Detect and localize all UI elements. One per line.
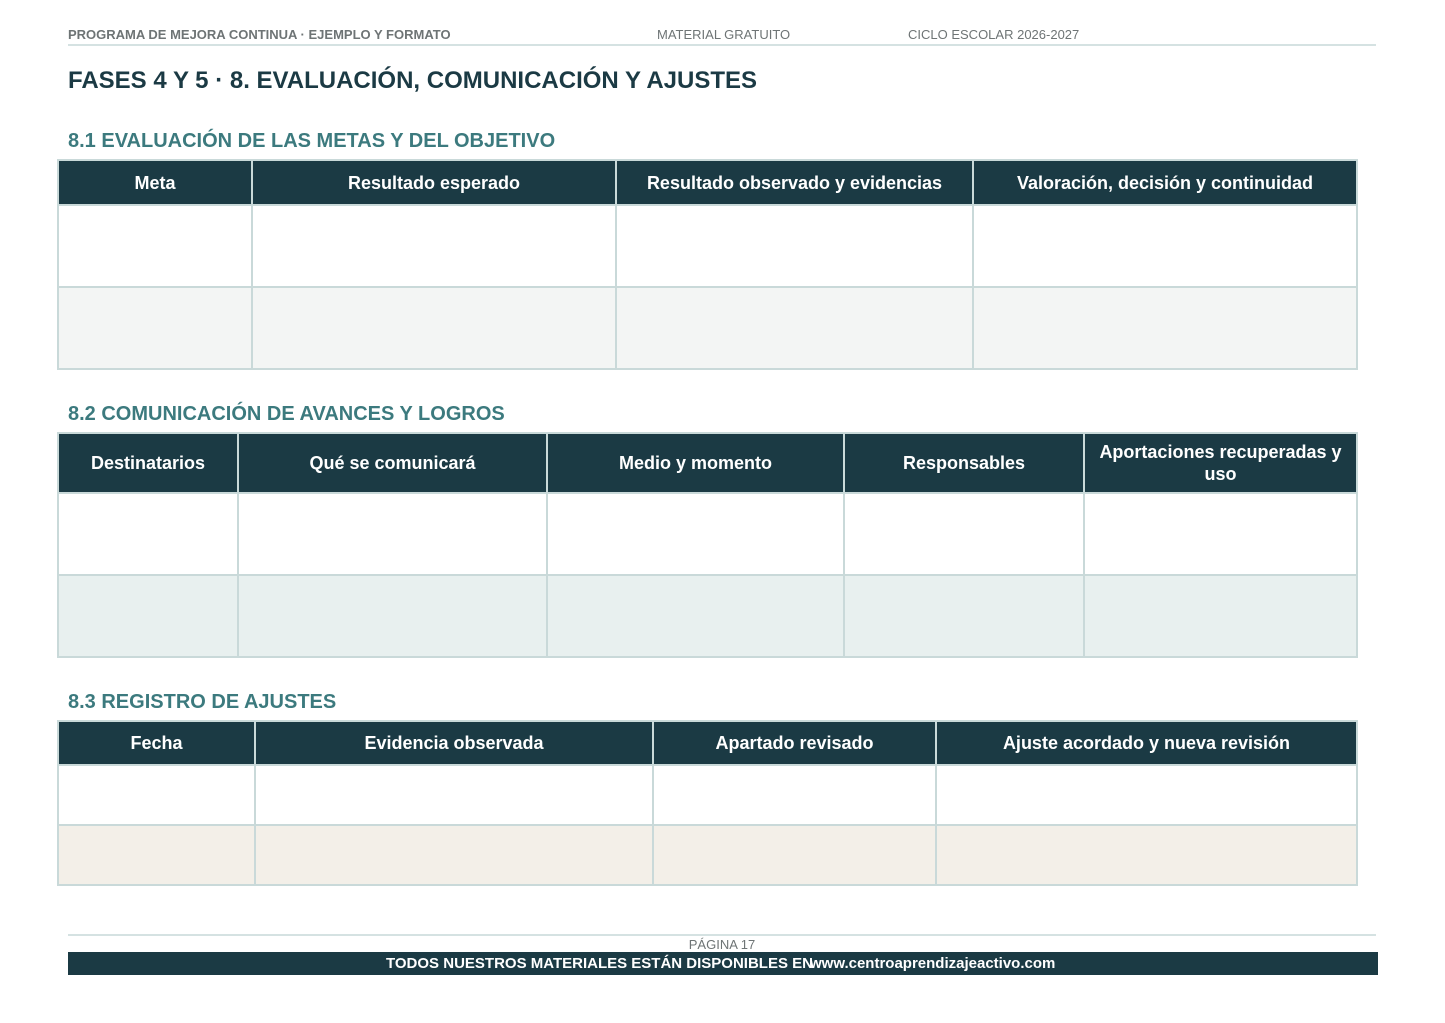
table-row (58, 825, 1357, 885)
table-header-row (58, 433, 1357, 493)
communication-table (57, 432, 1358, 658)
table-row (58, 493, 1357, 575)
table-cell[interactable] (616, 205, 973, 287)
column-header: Resultado esperado (252, 160, 616, 205)
table-cell[interactable] (936, 765, 1357, 825)
table-cell[interactable] (58, 493, 238, 575)
column-header: Fecha (58, 721, 255, 765)
table-cell[interactable] (547, 575, 844, 657)
table-cell[interactable] (936, 825, 1357, 885)
table-cell[interactable] (58, 575, 238, 657)
table-cell[interactable] (252, 287, 616, 369)
table-cell[interactable] (1084, 493, 1357, 575)
table-cell[interactable] (653, 765, 936, 825)
table-row (58, 205, 1357, 287)
table-cell[interactable] (58, 765, 255, 825)
table-header-row (58, 160, 1357, 205)
page-number: PÁGINA 17 (688, 937, 756, 952)
column-header: Responsables (844, 433, 1084, 493)
page-header (68, 27, 1376, 46)
column-header: Aportaciones recuperadas y uso (1084, 433, 1357, 493)
table-cell[interactable] (252, 205, 616, 287)
table-row (58, 765, 1357, 825)
column-header: Destinatarios (58, 433, 238, 493)
table-cell[interactable] (238, 575, 547, 657)
table-cell[interactable] (255, 765, 653, 825)
table-cell[interactable] (255, 825, 653, 885)
section-title-adjustments: 8.3 REGISTRO DE AJUSTES (68, 691, 337, 713)
school-cycle-label: CICLO ESCOLAR 2026-2027 (908, 27, 1080, 42)
table-cell[interactable] (653, 825, 936, 885)
program-label: PROGRAMA DE MEJORA CONTINUA · EJEMPLO Y FORMATO (68, 27, 451, 42)
footer-banner (68, 952, 1378, 975)
table-cell[interactable] (1084, 575, 1357, 657)
material-label: MATERIAL GRATUITO (657, 27, 791, 42)
table-row (58, 287, 1357, 369)
table-cell[interactable] (616, 287, 973, 369)
table-cell[interactable] (58, 287, 252, 369)
table-cell[interactable] (844, 575, 1084, 657)
website-link[interactable]: www.centroaprendizajeactivo.com (810, 955, 1056, 972)
table-cell[interactable] (547, 493, 844, 575)
footer-text: TODOS NUESTROS MATERIALES ESTÁN DISPONIBLES EN (386, 955, 813, 972)
table-cell[interactable] (844, 493, 1084, 575)
column-header: Meta (58, 160, 252, 205)
footer-divider (68, 934, 1376, 936)
column-header: Resultado observado y evidencias (616, 160, 973, 205)
table-cell[interactable] (58, 205, 252, 287)
column-header: Ajuste acordado y nueva revisión (936, 721, 1357, 765)
column-header: Apartado revisado (653, 721, 936, 765)
column-header: Valoración, decisión y continuidad (973, 160, 1357, 205)
table-header-row (58, 721, 1357, 765)
column-header: Medio y momento (547, 433, 844, 493)
table-cell[interactable] (973, 287, 1357, 369)
table-cell[interactable] (58, 825, 255, 885)
column-header: Evidencia observada (255, 721, 653, 765)
table-cell[interactable] (973, 205, 1357, 287)
adjustments-table (57, 720, 1358, 886)
table-cell[interactable] (238, 493, 547, 575)
table-row (58, 575, 1357, 657)
page-title: FASES 4 Y 5 · 8. EVALUACIÓN, COMUNICACIÓN Y AJUSTES (68, 67, 758, 94)
section-title-communication: 8.2 COMUNICACIÓN DE AVANCES Y LOGROS (68, 403, 505, 425)
column-header: Qué se comunicará (238, 433, 547, 493)
evaluation-table (57, 159, 1358, 370)
section-title-evaluation: 8.1 EVALUACIÓN DE LAS METAS Y DEL OBJETIVO (68, 130, 556, 152)
